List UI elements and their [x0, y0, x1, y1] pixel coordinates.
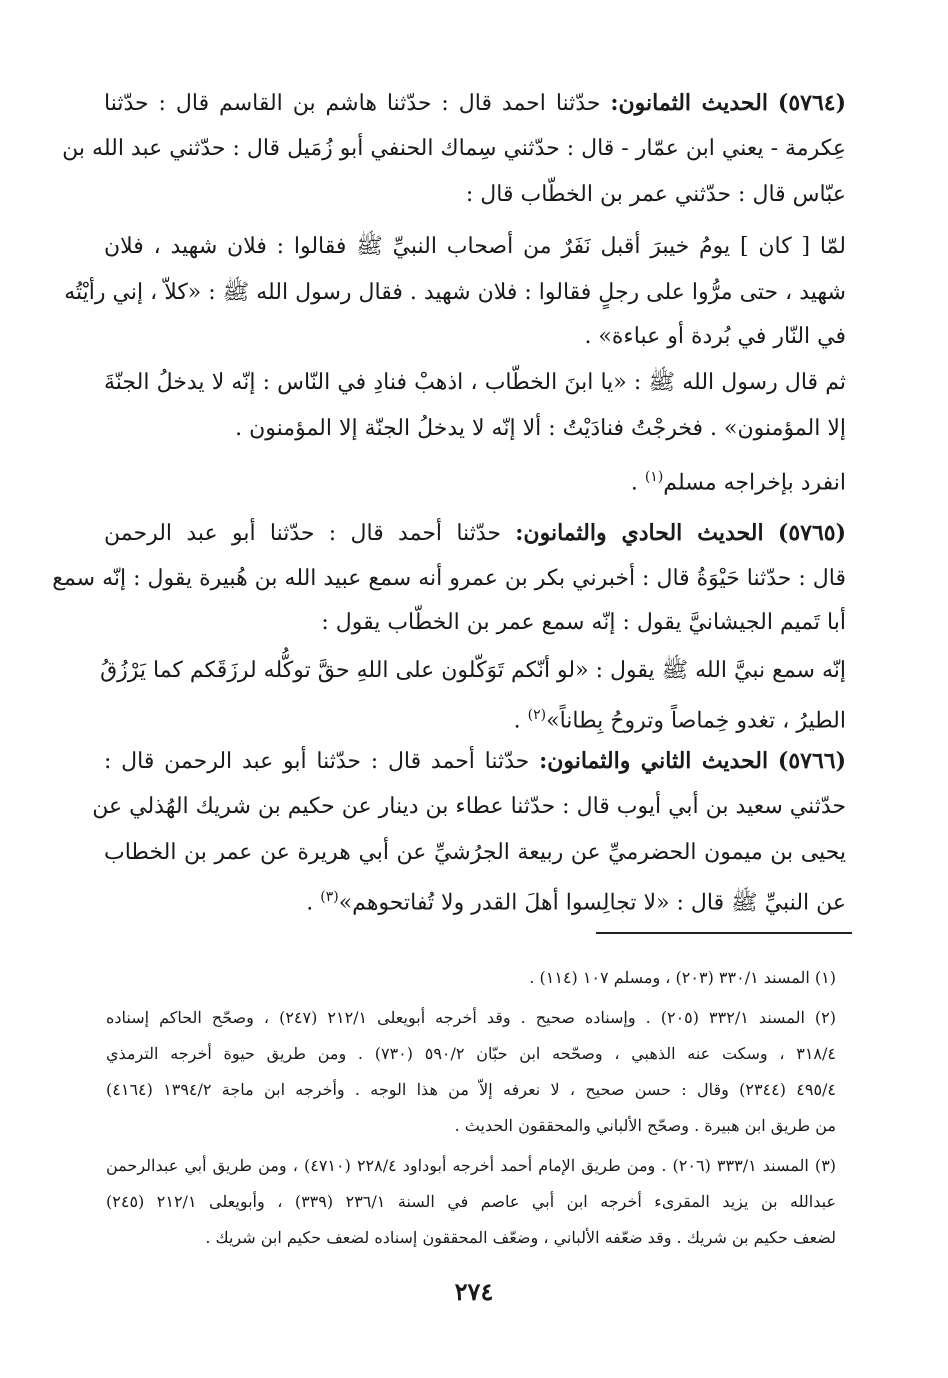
- hadith-title: الحديث الحادي والثمانون:: [515, 520, 764, 546]
- takhrij-note: [631, 462, 846, 498]
- footnote-2-line: ٤٩٥/٤ (٢٣٤٤) وقال : حسن صحيح ، لا نعرفه إلاّ من هذا الوجه . وأخرجه ابن ماجة ١٣٩٤/٢ (٤١٦٤): [106, 1080, 837, 1099]
- hadith-number: (٥٧٦٦): [777, 748, 847, 774]
- isnad-line: قال : حدّثنا حَيْوَةُ قال : أخبرني بكر بن عمرو أنه سمع عبيد الله بن هُبيرة يقول : إنّه سمع: [52, 566, 846, 591]
- isnad-line: أبا تَميم الجيشانيَّ يقول : إنّه سمع عمر بن الخطّاب يقول :: [321, 610, 846, 635]
- matn-end: .: [513, 708, 528, 734]
- matn-line: [306, 882, 846, 918]
- hadith-5766-heading: [104, 746, 846, 777]
- footnote-2-line: من طريق ابن هبيرة . وصحّح الألباني والمحققون الحديث .: [454, 1116, 836, 1135]
- matn-end: .: [306, 890, 321, 916]
- footnote-2-line: (٢) المسند ٣٣٢/١ (٢٠٥) . وإسناده صحيح . وقد أخرجه أبويعلى ٢١٢/١ (٢٤٧) ، وصحّح الحاكم إسناده: [106, 1008, 836, 1027]
- matn-line: [514, 700, 846, 736]
- isnad-line: عبّاس قال : حدّثني عمر بن الخطّاب قال :: [465, 182, 846, 207]
- isnad-text: حدّثنا احمد قال : حدّثنا هاشم بن القاسم قال : حدّثنا: [104, 91, 601, 116]
- matn-text: الطيرُ ، تغدو خِماصاً وتروحُ بِطاناً»: [546, 708, 846, 734]
- matn-line: في النّار في بُردة أو عباءة» .: [584, 324, 846, 349]
- hadith-5765-heading: [104, 518, 846, 549]
- isnad-text: حدّثنا أحمد قال : حدّثنا أبو عبد الرحمن قال :: [104, 749, 530, 774]
- isnad-text: حدّثنا أحمد قال : حدّثنا أبو عبد الرحمن: [104, 521, 501, 546]
- hadith-5764-heading: [104, 88, 846, 119]
- hadith-title: الحديث الثاني والثمانون:: [539, 748, 769, 774]
- footnote-3-line: عبدالله بن يزيد المقرىء أخرجه ابن أبي عاصم في السنة ٢٣٦/١ (٣٣٩) ، وأبويعلى ٢١٢/١ (٢٤٥): [106, 1192, 837, 1211]
- footnote-1: (١) المسند ٣٣٠/١ (٢٠٣) ، ومسلم ١٠٧ (١١٤) .: [529, 968, 836, 987]
- footnote-ref-1[interactable]: (١): [644, 469, 664, 485]
- footnote-ref-3[interactable]: (٣): [320, 889, 339, 905]
- isnad-line: يحيى بن ميمون الحضرميِّ عن ربيعة الجرُشيِّ عن أبي هريرة عن عمر بن الخطاب: [104, 840, 846, 865]
- footnote-ref-2[interactable]: (٢): [527, 707, 547, 723]
- footnote-3-line: لضعف حكيم بن شريك . وقد ضعّفه الألباني ، وضعّف المحققون إسناده لضعف حكيم ابن شريك .: [205, 1228, 836, 1247]
- footnote-separator: [596, 932, 852, 934]
- note-text: انفرد بإخراجه مسلم: [663, 470, 846, 496]
- footnote-3-line: (٣) المسند ٣٣٣/١ (٢٠٦) . ومن طريق الإمام أحمد أخرجه أبوداود ٢٢٨/٤ (٤٧١٠) ، ومن طريق أبي عبدالرحمن: [106, 1156, 837, 1175]
- matn-line: لمّا [ كان ] يومُ خيبرَ أقبل نَفَرٌ من أصحاب النبيِّ ﷺ فقالوا : فلان شهيد ، فلان: [104, 234, 846, 259]
- matn-line: إلا المؤمنون» . فخرجْتُ فنادَيْتُ : ألا إنّه لا يدخلُ الجنّة إلا المؤمنون .: [235, 416, 846, 441]
- matn-line: ثم قال رسول الله ﷺ : «يا ابنَ الخطّاب ، اذهبْ فنادِ في النّاس : إنّه لا يدخلُ الجنّةَ: [104, 370, 846, 395]
- note-end: .: [630, 470, 645, 496]
- page-number: ٢٧٤: [454, 1277, 494, 1306]
- matn-text: عن النبيِّ ﷺ قال : «لا تجالِسوا أهلَ القدر ولا تُفاتحوهم»: [338, 890, 846, 916]
- hadith-title: الحديث الثمانون:: [610, 90, 768, 116]
- isnad-line: عِكرمة - يعني ابن عمّار - قال : حدّثني سِماك الحنفي أبو زُمَيل قال : حدّثني عبد الله بن: [62, 136, 846, 161]
- hadith-number: (٥٧٦٥): [777, 520, 846, 546]
- matn-line: إنّه سمع نبيَّ الله ﷺ يقول : «لو أنّكم تَوَكّلون على اللهِ حقَّ توكُّله لرزَقَكم كما يَرْزُقُ: [100, 658, 846, 683]
- matn-line: شهيد ، حتى مرُّوا على رجلٍ فقالوا : فلان شهيد . فقال رسول الله ﷺ : «كلاّ ، إني رأيْتُه: [64, 280, 846, 305]
- isnad-line: حدّثني سعيد بن أبي أيوب قال : حدّثنا عطاء بن دينار عن حكيم بن شريك الهُذلي عن: [92, 794, 846, 819]
- footnote-2-line: ٣١٨/٤ ، وسكت عنه الذهبي ، وصحّحه ابن حبّان ٥٩٠/٢ (٧٣٠) . ومن طريق حيوة أخرجه الترمذي: [106, 1044, 836, 1063]
- hadith-number: (٥٧٦٤): [777, 90, 847, 116]
